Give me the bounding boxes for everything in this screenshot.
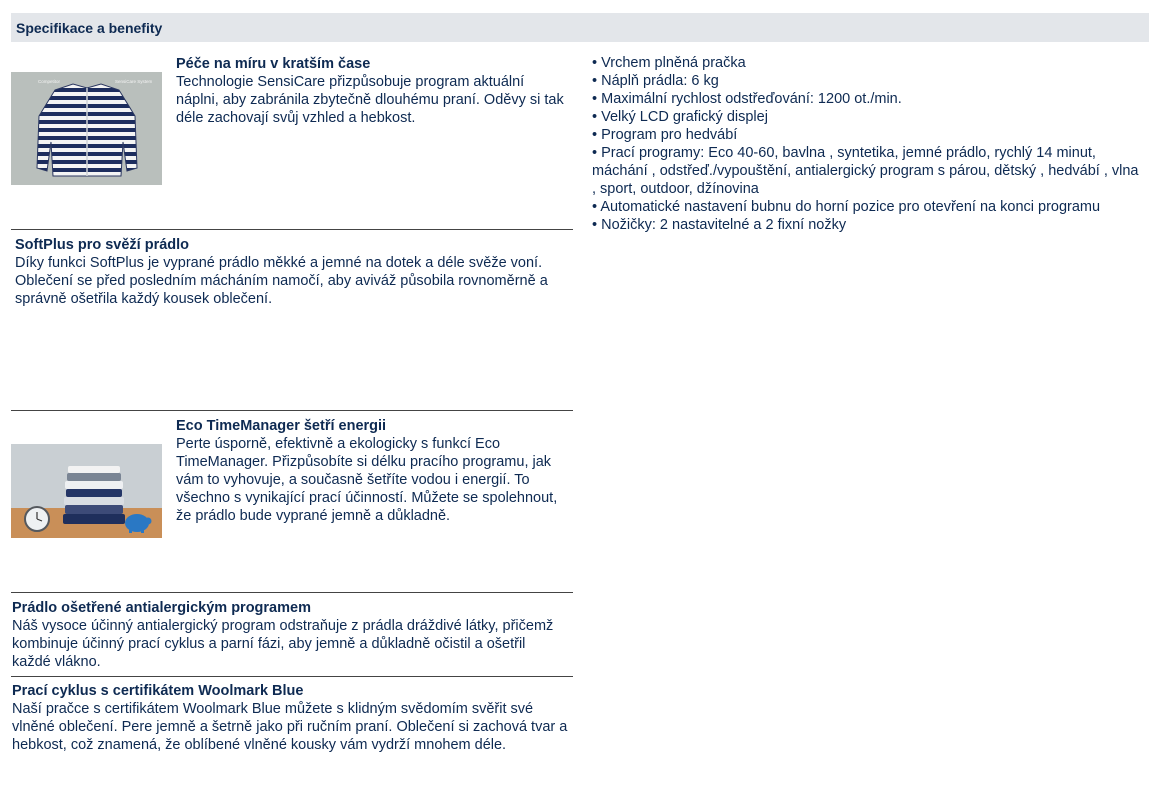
feature-text-antiallergy: Náš vysoce účinný antialergický program odstraňuje z prádla dráždivé látky, přičemž kombinuje účinný prací cyklus a parní fázi, aby jemně a důkladně očistil a ošetřil každé vlákno. — [12, 618, 554, 670]
feature-text-eco-timemanager: Perte úsporně, efektivně a ekologicky s funkcí Eco TimeManager. Přizpůsobíte si délku pracího programu, jak vám to vyhovuje, a současně šetříte vodou i energií. To všechno s vynikající prací účinností. Můžete se spolehnout, že prádlo bude vyprané jemně a důkladně. — [176, 436, 558, 524]
feature-text-sensicare: Technologie SensiCare přizpůsobuje program aktuální náplni, aby zabránila zbytečně dlouhému praní. Oděvy si tak déle zachovají svůj vzhled a hebkost. — [176, 74, 564, 126]
feature-title-sensicare: Péče na míru v kratším čase — [176, 56, 371, 72]
divider — [11, 592, 573, 593]
feature-text-softplus: Díky funkci SoftPlus je vyprané prádlo měkké a jemné na dotek a déle svěže voní. Oblečení se před posledním mácháním namočí, aby aviváž působila rovnoměrně a správně ošetřila každý kousek oblečení. — [15, 255, 548, 307]
spec-item: • Nožičky: 2 nastavitelné a 2 fixní nožky — [592, 216, 1144, 234]
striped-jacket-image — [11, 72, 162, 185]
feature-title-antiallergy: Prádlo ošetřené antialergickým programem — [12, 600, 311, 616]
image-label-competitor: Competitor — [38, 79, 61, 84]
clothes-stack-image — [11, 444, 162, 538]
feature-title-woolmark: Prací cyklus s certifikátem Woolmark Blue — [12, 683, 304, 699]
feature-title-eco-timemanager: Eco TimeManager šetří energii — [176, 418, 387, 434]
spec-list — [592, 54, 1144, 234]
spec-item: • Náplň prádla: 6 kg — [592, 72, 1144, 90]
section-header — [11, 13, 1149, 42]
spec-item: • Vrchem plněná pračka — [592, 54, 1144, 72]
feature-text-woolmark: Naší pračce s certifikátem Woolmark Blue můžete s klidným svědomím svěřit své vlněné oblečení. Pere jemně a šetrně jako při ručním praní. Oblečení si zachová tvar a hebkost, což znamená, že oblíbené vlněné kousky vám vydrží mnohem déle. — [12, 701, 568, 753]
spec-item: • Velký LCD grafický displej — [592, 108, 1144, 126]
feature-title-softplus: SoftPlus pro svěží prádlo — [15, 237, 190, 253]
divider — [11, 410, 573, 411]
spec-item: • Prací programy: Eco 40-60, bavlna , syntetika, jemné prádlo, rychlý 14 minut, máchání , odstřeď./vypouštění, antialergický program s párou, dětský , hedvábí , vlna , sport, outdoor, džínovina — [592, 144, 1144, 198]
divider — [11, 229, 573, 230]
spec-item: • Maximální rychlost odstřeďování: 1200 ot./min. — [592, 90, 1144, 108]
section-title: Specifikace a benefity — [16, 20, 163, 36]
spec-item: • Program pro hedvábí — [592, 126, 1144, 144]
spec-item: • Automatické nastavení bubnu do horní pozice pro otevření na konci programu — [592, 198, 1144, 216]
image-label-sensicare: SensiCare System — [115, 79, 153, 84]
divider — [11, 676, 573, 677]
